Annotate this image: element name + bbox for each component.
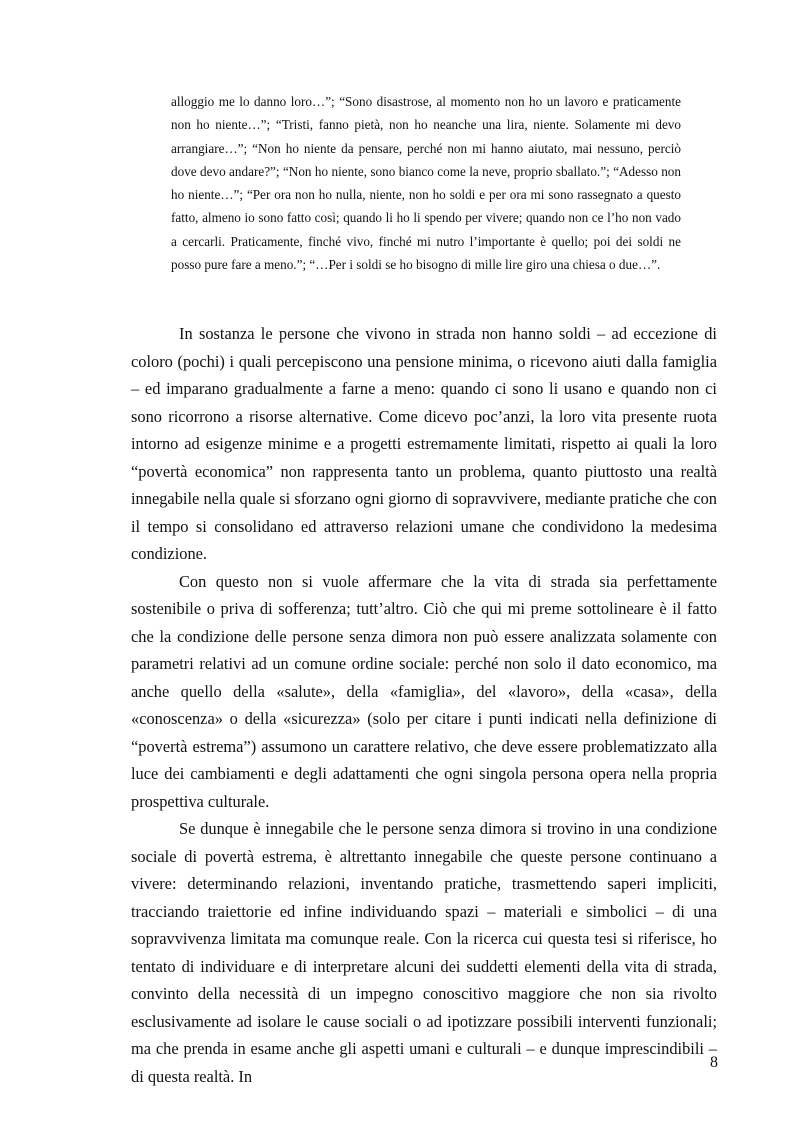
block-quote: alloggio me lo danno loro…”; “Sono disastrose, al momento non ho un lavoro e praticamente non ho niente…”; “Tristi, fanno pietà, non ho neanche una lira, niente. Solamente mi devo arrangiare…”; “Non ho niente da pensare, perché non mi hanno aiutato, mai nessuno, perciò dove devo andare?”; “Non ho niente, sono bianco come la neve, proprio sballato.”; “Adesso non ho niente…”; “Per ora non ho nulla, niente, non ho soldi e per ora mi sono rassegnato a questo fatto, almeno io sono fatto così; quando li ho li spendo per vivere; quando non ce l’ho non vado a cercarli. Praticamente, finché vivo, finché mi nutro l’importante è quello; poi dei soldi ne posso pure fare a meno.”; “…Per i soldi se ho bisogno di mille lire giro una chiesa o due…”. xyxy=(171,94,681,273)
paragraph-1: In sostanza le persone che vivono in strada non hanno soldi – ad eccezione di coloro (pochi) i quali percepiscono una pensione minima, o ricevono aiuti dalla famiglia – ed imparano gradualmente a farne a meno: quando ci sono li usano e quando non ci sono ricorrono a risorse alternative. Come dicevo poc’anzi, la loro vita presente ruota intorno ad esigenze minime e a progetti estremamente limitati, rispetto ai quali la loro “povertà economica” non rappresenta tanto un problema, quanto piuttosto una realtà innegabile nella quale si sforzano ogni giorno di sopravvivere, mediante pratiche che con il tempo si consolidano ed attraverso relazioni umane che condividono la medesima condizione. xyxy=(131,324,717,563)
paragraph-3: Se dunque è innegabile che le persone senza dimora si trovino in una condizione sociale di povertà estrema, è altrettanto innegabile che queste persone continuano a vivere: determinando relazioni, inventando pratiche, trasmettendo saperi impliciti, tracciando traiettorie ed infine individuando spazi – materiali e simbolici – di una sopravvivenza limitata ma comunque reale. Con la ricerca cui questa tesi si riferisce, ho tentato di individuare e di interpretare alcuni dei suddetti elementi della vita di strada, convinto della necessità di un impegno conoscitivo maggiore che non sia rivolto esclusivamente ad isolare le cause sociali o ad ipotizzare possibili interventi funzionali; ma che prenda in esame anche gli aspetti umani e culturali – e dunque imprescindibili – di questa realtà. In xyxy=(131,819,717,1086)
body-text xyxy=(131,320,717,1090)
paragraph-2: Con questo non si vuole affermare che la vita di strada sia perfettamente sostenibile o priva di sofferenza; tutt’altro. Ciò che qui mi preme sottolineare è il fatto che la condizione delle persone senza dimora non può essere analizzata solamente con parametri relativi ad un comune ordine sociale: perché non solo il dato economico, ma anche quello della «salute», della «famiglia», del «lavoro», della «casa», della «conoscenza» o della «sicurezza» (solo per citare i punti indicati nella definizione di “povertà estrema”) assumono un carattere relativo, che deve essere problematizzato alla luce dei cambiamenti e degli adattamenti che ogni singola persona opera nella propria prospettiva culturale. xyxy=(131,571,717,811)
page-number: 8 xyxy=(710,1054,718,1071)
